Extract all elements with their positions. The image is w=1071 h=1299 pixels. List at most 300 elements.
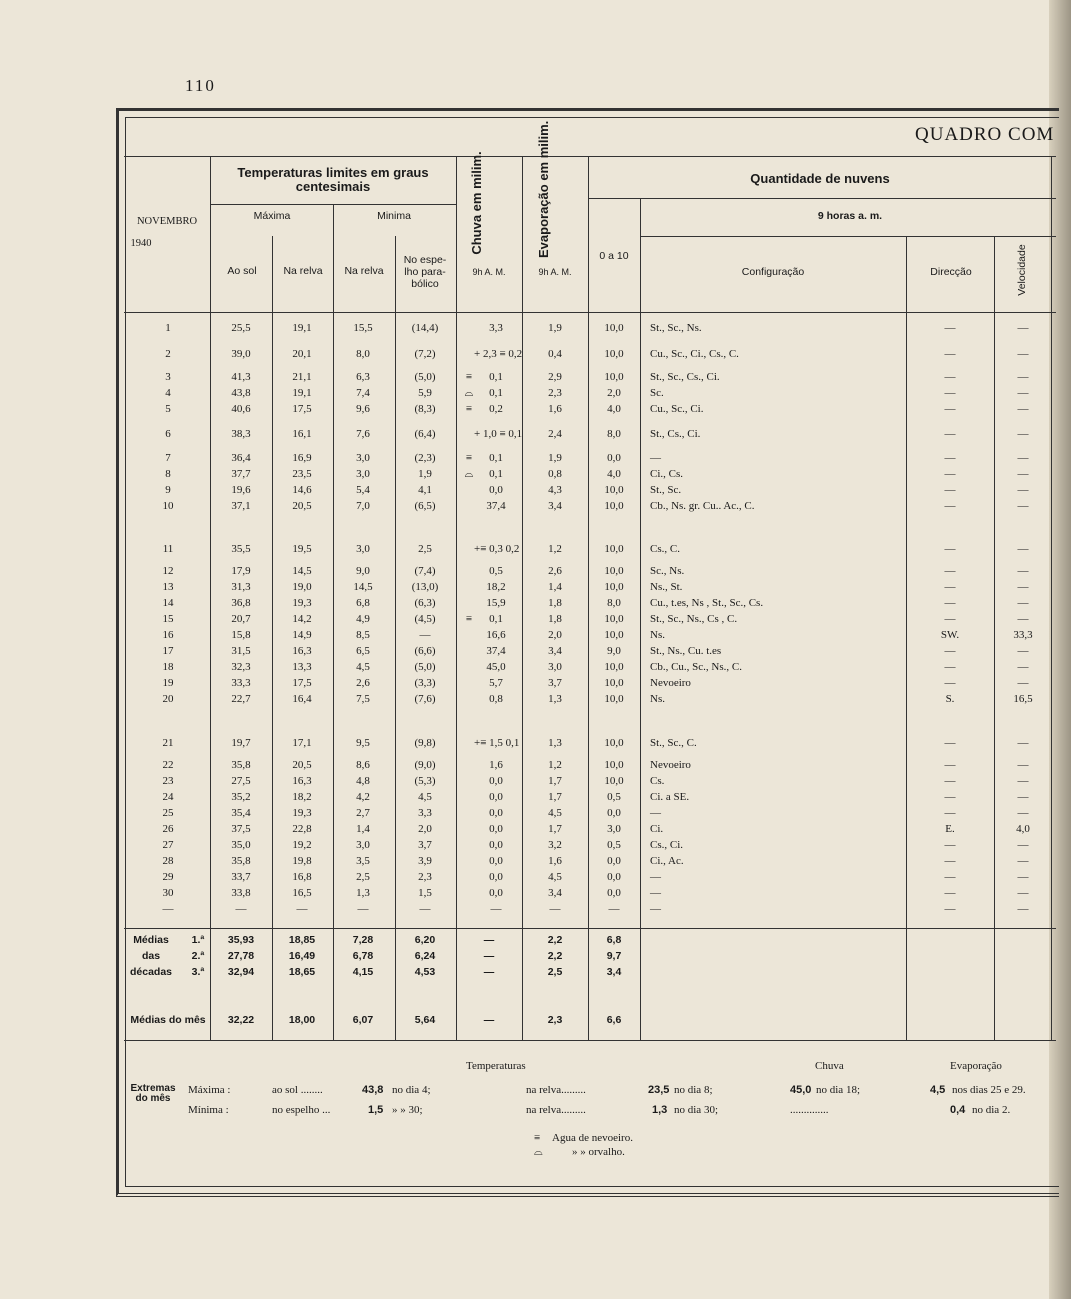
cell-min: 6,3 — [356, 371, 370, 383]
cell-esp: (4,5) — [414, 613, 436, 625]
cell-nu: 0,5 — [607, 791, 621, 803]
cell-dir: — — [944, 565, 956, 577]
na-relva-min-header: Na relva — [344, 265, 384, 277]
cell-vel: — — [1017, 759, 1029, 771]
cell-dir: — — [944, 581, 956, 593]
cell-vel: — — [1017, 871, 1029, 883]
cell-ev: 1,6 — [548, 855, 562, 867]
mean-esp: 4,53 — [414, 966, 436, 978]
cell-sym: ≡ — [465, 371, 473, 383]
cell-sol: 35,2 — [231, 791, 251, 803]
cell-ch: 0,2 — [489, 403, 503, 415]
cell-cfg: Ci., Ac. — [650, 855, 684, 867]
cell-nu: 3,0 — [607, 823, 621, 835]
cell-dir: — — [944, 543, 956, 555]
cell-d: 9 — [165, 484, 171, 496]
velocidade-header: Velocidade — [1016, 244, 1028, 296]
cell-ev: 1,7 — [548, 791, 562, 803]
cell-sol: 31,3 — [231, 581, 251, 593]
chuva-header: Chuva em milim. — [469, 151, 484, 255]
month-mean-ev: 2,3 — [547, 1014, 563, 1026]
cell-sol: 35,8 — [231, 855, 251, 867]
cell-ch: 0,0 — [489, 791, 503, 803]
cell-vel: — — [1017, 807, 1029, 819]
mean-k: 3.ª — [191, 966, 205, 978]
cell-esp: (14,4) — [411, 322, 439, 334]
cell-cfg: Nevoeiro — [650, 759, 691, 771]
cell-nu: 10,0 — [604, 629, 624, 641]
cell-ev: 3,7 — [548, 677, 562, 689]
cell-dir: — — [944, 737, 956, 749]
cell-min: 3,0 — [356, 452, 370, 464]
mean-nu: 6,8 — [606, 934, 622, 946]
cell-ch: 0,0 — [489, 855, 503, 867]
cell-cfg: Sc. — [650, 387, 664, 399]
mean-k: 2.ª — [191, 950, 205, 962]
cell-sym: ≡ — [465, 403, 473, 415]
cell-dir: E. — [945, 823, 955, 835]
cell-nu: 10,0 — [604, 543, 624, 555]
configuracao-header: Configuração — [741, 266, 805, 278]
cell-nu: 9,0 — [607, 645, 621, 657]
cell-esp: 2,5 — [418, 543, 432, 555]
legend-dew: » » orvalho. — [572, 1146, 625, 1158]
cell-relva: 16,4 — [292, 693, 312, 705]
cell-esp: (2,3) — [414, 452, 436, 464]
cell-d: 29 — [162, 871, 174, 883]
cell-min: 9,0 — [356, 565, 370, 577]
cell-ev: 3,4 — [548, 645, 562, 657]
month-mean-ch: — — [483, 1014, 495, 1026]
cell-vel: — — [1017, 371, 1029, 383]
cell-dir: — — [944, 484, 956, 496]
cell-relva: 16,3 — [292, 645, 312, 657]
mean-relva: 18,65 — [288, 966, 316, 978]
cell-sol: 36,8 — [231, 597, 251, 609]
cell-ch: 0,5 — [489, 565, 503, 577]
cell-cfg: Ci. a SE. — [650, 791, 690, 803]
cell-esp: (13,0) — [411, 581, 439, 593]
cell-nu: 10,0 — [604, 677, 624, 689]
cell-nu: 10,0 — [604, 500, 624, 512]
cell-ev: 3,2 — [548, 839, 562, 851]
cell-relva: — — [296, 903, 308, 915]
cell-ev: 1,7 — [548, 775, 562, 787]
cell-d: 19 — [162, 677, 174, 689]
cell-vel: — — [1017, 581, 1029, 593]
cell-vel: — — [1017, 887, 1029, 899]
cell-cfg: St., Sc., C. — [650, 737, 697, 749]
cell-dir: — — [944, 661, 956, 673]
cell-relva: 22,8 — [292, 823, 312, 835]
min-t1-day: » » 30; — [392, 1104, 423, 1116]
cell-relva: 17,1 — [292, 737, 312, 749]
cell-ev: 1,3 — [548, 693, 562, 705]
cell-d: — — [162, 903, 174, 915]
cell-cfg: St., Ns., Cu. t.es — [650, 645, 722, 657]
cell-nu: 10,0 — [604, 759, 624, 771]
cell-d: 4 — [165, 387, 171, 399]
cell-dir: — — [944, 452, 956, 464]
cell-sol: 15,8 — [231, 629, 251, 641]
cell-esp: (5,0) — [414, 661, 436, 673]
cell-cfg: — — [650, 887, 661, 899]
mean-ch: — — [483, 966, 495, 978]
cell-d: 22 — [162, 759, 174, 771]
cell-vel: 4,0 — [1016, 823, 1030, 835]
mean-ch: — — [483, 934, 495, 946]
cell-sol: 35,8 — [231, 759, 251, 771]
cell-ch: 0,0 — [489, 871, 503, 883]
cell-ch: 0,1 — [489, 387, 503, 399]
cell-vel: — — [1017, 597, 1029, 609]
legend-fog: Agua de nevoeiro. — [552, 1132, 633, 1144]
max-chuva-day: no dia 18; — [816, 1084, 860, 1096]
mean-nu: 9,7 — [606, 950, 622, 962]
cell-sol: 41,3 — [231, 371, 251, 383]
cell-min: 7,6 — [356, 428, 370, 440]
cell-nu: 10,0 — [604, 661, 624, 673]
max-t2-day: no dia 8; — [674, 1084, 713, 1096]
cell-sol: 19,6 — [231, 484, 251, 496]
cell-nu: 10,0 — [604, 581, 624, 593]
cell-relva: 16,1 — [292, 428, 312, 440]
cell-cfg: Cu., Sc., Ci., Cs., C. — [650, 348, 739, 360]
cell-esp: (5,0) — [414, 371, 436, 383]
cell-min: — — [357, 903, 369, 915]
means-label-2: das — [141, 950, 161, 962]
cell-ch: 3,3 — [489, 322, 503, 334]
month-mean-esp: 5,64 — [414, 1014, 436, 1026]
chuva-hour: 9h A. M. — [472, 267, 506, 277]
cell-ev: 1,6 — [548, 403, 562, 415]
cell-relva: 20,1 — [292, 348, 312, 360]
cell-d: 13 — [162, 581, 174, 593]
cell-nu: 0,0 — [607, 855, 621, 867]
cell-ch: 0,0 — [489, 484, 503, 496]
mean-ch: — — [483, 950, 495, 962]
cell-dir: — — [944, 759, 956, 771]
cell-relva: 21,1 — [292, 371, 312, 383]
cell-esp: (7,6) — [414, 693, 436, 705]
mean-min: 6,78 — [352, 950, 374, 962]
cell-esp: (8,3) — [414, 403, 436, 415]
cell-vel: — — [1017, 452, 1029, 464]
cell-d: 3 — [165, 371, 171, 383]
cell-ev: 0,8 — [548, 468, 562, 480]
cell-dir: — — [944, 597, 956, 609]
cell-min: 2,5 — [356, 871, 370, 883]
cell-ch: 45,0 — [486, 661, 506, 673]
cell-nu: 0,0 — [607, 452, 621, 464]
cell-ch: +≡ 0,3 0,2 — [474, 543, 520, 555]
cell-vel: — — [1017, 737, 1029, 749]
cell-vel: — — [1017, 839, 1029, 851]
cell-esp: 3,3 — [418, 807, 432, 819]
cell-cfg: Cs., Ci. — [650, 839, 684, 851]
cell-ev: 3,0 — [548, 661, 562, 673]
cell-vel: — — [1017, 855, 1029, 867]
evap-hour: 9h A. M. — [538, 267, 572, 277]
cell-d: 21 — [162, 737, 174, 749]
cell-cfg: Cb., Ns. gr. Cu.. Ac., C. — [650, 500, 755, 512]
cell-sol: 37,1 — [231, 500, 251, 512]
cell-min: 7,5 — [356, 693, 370, 705]
maxima-header: Máxima — [253, 210, 291, 222]
cell-sym: ⌓ — [464, 468, 474, 480]
cell-cfg: St., Sc., Cs., Ci. — [650, 371, 720, 383]
cell-relva: 20,5 — [292, 500, 312, 512]
cell-sol: 39,0 — [231, 348, 251, 360]
cell-esp: 1,9 — [418, 468, 432, 480]
cell-dir: — — [944, 791, 956, 803]
min-t2-day: no dia 30; — [674, 1104, 718, 1116]
col-rule — [906, 236, 907, 1040]
mean-k: 1.ª — [191, 934, 205, 946]
extremes-temp-header: Temperaturas — [466, 1060, 526, 1072]
cell-nu: 0,5 — [607, 839, 621, 851]
cell-dir: — — [944, 839, 956, 851]
cell-relva: 19,1 — [292, 387, 312, 399]
max-t2-text: na relva......... — [526, 1084, 586, 1096]
cell-sol: 33,8 — [231, 887, 251, 899]
cell-d: 18 — [162, 661, 174, 673]
cell-cfg: — — [650, 871, 661, 883]
minima-header: Minima — [377, 210, 411, 222]
cell-cfg: St., Cs., Ci. — [650, 428, 701, 440]
cell-sol: 37,5 — [231, 823, 251, 835]
mean-sol: 27,78 — [227, 950, 255, 962]
cell-min: 6,5 — [356, 645, 370, 657]
cell-esp: 2,3 — [418, 871, 432, 883]
cell-relva: 16,9 — [292, 452, 312, 464]
cell-nu: 10,0 — [604, 565, 624, 577]
max-t1-val: 43,8 — [362, 1084, 384, 1096]
cell-ev: 1,2 — [548, 759, 562, 771]
cell-dir: — — [944, 887, 956, 899]
max-evap-day: nos dias 25 e 29. — [952, 1084, 1026, 1096]
cell-d: 10 — [162, 500, 174, 512]
cell-ev: 1,9 — [548, 322, 562, 334]
cell-sol: 25,5 — [231, 322, 251, 334]
cell-nu: 0,0 — [607, 887, 621, 899]
cell-d: 23 — [162, 775, 174, 787]
cell-ev: 2,4 — [548, 428, 562, 440]
cell-sol: 35,5 — [231, 543, 251, 555]
cell-vel: — — [1017, 775, 1029, 787]
cell-ch: 0,0 — [489, 839, 503, 851]
cell-ch: 37,4 — [486, 500, 506, 512]
cell-esp: 5,9 — [418, 387, 432, 399]
cell-ch: 0,8 — [489, 693, 503, 705]
cell-esp: 4,5 — [418, 791, 432, 803]
cell-sol: 22,7 — [231, 693, 251, 705]
cell-nu: 10,0 — [604, 613, 624, 625]
cell-min: 4,8 — [356, 775, 370, 787]
cell-ev: 4,3 — [548, 484, 562, 496]
month-mean-nu: 6,6 — [606, 1014, 622, 1026]
col-rule — [456, 156, 457, 1040]
cell-dir: — — [944, 645, 956, 657]
month-mean-min: 6,07 — [352, 1014, 374, 1026]
cell-ch: 16,6 — [486, 629, 506, 641]
cell-esp: (9,0) — [414, 759, 436, 771]
mean-sol: 35,93 — [227, 934, 255, 946]
min-evap-val: 0,4 — [950, 1104, 966, 1116]
cell-d: 8 — [165, 468, 171, 480]
cell-sol: 35,0 — [231, 839, 251, 851]
month-mean-sol: 32,22 — [227, 1014, 255, 1026]
cell-esp: 3,7 — [418, 839, 432, 851]
cell-min: 6,8 — [356, 597, 370, 609]
ao-sol-header: Ao sol — [227, 265, 257, 277]
cell-vel: — — [1017, 500, 1029, 512]
col-rule — [210, 156, 211, 1040]
cell-dir: — — [944, 903, 956, 915]
direccao-header: Direcção — [930, 266, 972, 278]
page-title: QUADRO COM — [915, 124, 1055, 145]
cell-vel: — — [1017, 387, 1029, 399]
cell-dir: — — [944, 348, 956, 360]
cell-ch: 0,0 — [489, 887, 503, 899]
cell-cfg: Cu., t.es, Ns , St., Sc., Cs. — [650, 597, 764, 609]
nine-hours-header: 9 horas a. m. — [817, 210, 883, 222]
cell-ch: 15,9 — [486, 597, 506, 609]
cell-ev: 2,6 — [548, 565, 562, 577]
legend-fog-symbol: ≡ — [534, 1132, 541, 1144]
mean-ev: 2,2 — [547, 950, 563, 962]
cell-d: 15 — [162, 613, 174, 625]
cell-sol: 27,5 — [231, 775, 251, 787]
cell-dir: — — [944, 871, 956, 883]
cell-ev: 1,8 — [548, 613, 562, 625]
max-chuva-val: 45,0 — [790, 1084, 812, 1096]
cell-d: 14 — [162, 597, 174, 609]
mean-min: 7,28 — [352, 934, 374, 946]
cell-dir: — — [944, 468, 956, 480]
cell-cfg: Cb., Cu., Sc., Ns., C. — [650, 661, 742, 673]
cell-ev: 1,9 — [548, 452, 562, 464]
extremes-evap-header: Evaporação — [950, 1060, 1002, 1072]
cell-min: 8,0 — [356, 348, 370, 360]
cell-ev: 1,3 — [548, 737, 562, 749]
cell-relva: 20,5 — [292, 759, 312, 771]
cell-sol: 20,7 — [231, 613, 251, 625]
min-t2-val: 1,3 — [652, 1104, 668, 1116]
month-means-label: Médias do mês — [130, 1014, 206, 1026]
max-t2-val: 23,5 — [648, 1084, 670, 1096]
cell-cfg: St., Sc., Ns. — [650, 322, 702, 334]
cell-sol: 33,7 — [231, 871, 251, 883]
cell-ev: 2,3 — [548, 387, 562, 399]
mean-relva: 16,49 — [288, 950, 316, 962]
cell-dir: — — [944, 500, 956, 512]
cell-ch: 18,2 — [486, 581, 506, 593]
cell-min: 4,5 — [356, 661, 370, 673]
cell-cfg: — — [650, 807, 661, 819]
cell-relva: 14,9 — [292, 629, 312, 641]
cell-sym: ⌓ — [464, 387, 474, 399]
cell-min: 4,9 — [356, 613, 370, 625]
cell-esp: 3,9 — [418, 855, 432, 867]
cell-vel: — — [1017, 645, 1029, 657]
means-top-rule — [124, 928, 1056, 929]
cell-min: 3,0 — [356, 468, 370, 480]
cell-d: 11 — [162, 543, 174, 555]
cell-ev: 1,8 — [548, 597, 562, 609]
cell-cfg: — — [650, 452, 661, 464]
cell-sol: 33,3 — [231, 677, 251, 689]
max-t1-day: no dia 4; — [392, 1084, 431, 1096]
cell-min: 3,0 — [356, 839, 370, 851]
cell-d: 20 — [162, 693, 174, 705]
cell-esp: (7,2) — [414, 348, 436, 360]
cell-ev: 4,5 — [548, 807, 562, 819]
cell-relva: 19,3 — [292, 597, 312, 609]
evaporacao-header: Evaporação em milim. — [536, 120, 551, 258]
cell-cfg: Cu., Sc., Ci. — [650, 403, 704, 415]
cell-d: 24 — [162, 791, 174, 803]
month-mean-relva: 18,00 — [288, 1014, 316, 1026]
cell-cfg: Nevoeiro — [650, 677, 691, 689]
cell-d: 27 — [162, 839, 174, 851]
cell-cfg: Ci., Cs. — [650, 468, 684, 480]
cell-ch: 1,6 — [489, 759, 503, 771]
cell-min: 7,0 — [356, 500, 370, 512]
cell-dir: — — [944, 677, 956, 689]
cell-relva: 19,0 — [292, 581, 312, 593]
zero-ten-header: 0 a 10 — [599, 250, 629, 262]
cell-sym: ≡ — [465, 613, 473, 625]
min-t2-text: na relva......... — [526, 1104, 586, 1116]
means-label-3: décadas — [129, 966, 173, 978]
col-rule — [588, 156, 589, 1040]
cell-esp: 4,1 — [418, 484, 432, 496]
cell-vel: — — [1017, 468, 1029, 480]
cell-d: 1 — [165, 322, 171, 334]
na-relva-max-header: Na relva — [283, 265, 323, 277]
cell-d: 5 — [165, 403, 171, 415]
temp-group-header: Temperaturas limites em graus centesimais — [237, 165, 429, 194]
cell-min: 4,2 — [356, 791, 370, 803]
cell-dir: — — [944, 387, 956, 399]
cell-d: 7 — [165, 452, 171, 464]
cell-dir: — — [944, 403, 956, 415]
cell-d: 12 — [162, 565, 174, 577]
cell-esp: 2,0 — [418, 823, 432, 835]
cell-dir: — — [944, 371, 956, 383]
cell-nu: 10,0 — [604, 775, 624, 787]
cell-ch: 0,0 — [489, 807, 503, 819]
cell-esp: (5,3) — [414, 775, 436, 787]
cell-cfg: Cs., C. — [650, 543, 680, 555]
cell-nu: 4,0 — [607, 468, 621, 480]
cell-vel: — — [1017, 403, 1029, 415]
cell-relva: 14,2 — [292, 613, 312, 625]
cell-d: 25 — [162, 807, 174, 819]
cell-sol: 38,3 — [231, 428, 251, 440]
cell-relva: 13,3 — [292, 661, 312, 673]
cell-nu: 10,0 — [604, 371, 624, 383]
cell-sol: 43,8 — [231, 387, 251, 399]
cell-nu: 4,0 — [607, 403, 621, 415]
cell-dir: — — [944, 855, 956, 867]
col-rule — [1051, 156, 1052, 1040]
cell-relva: 16,3 — [292, 775, 312, 787]
cell-ch: 37,4 — [486, 645, 506, 657]
col-rule — [640, 198, 641, 1040]
extremes-chuva-header: Chuva — [815, 1060, 844, 1072]
